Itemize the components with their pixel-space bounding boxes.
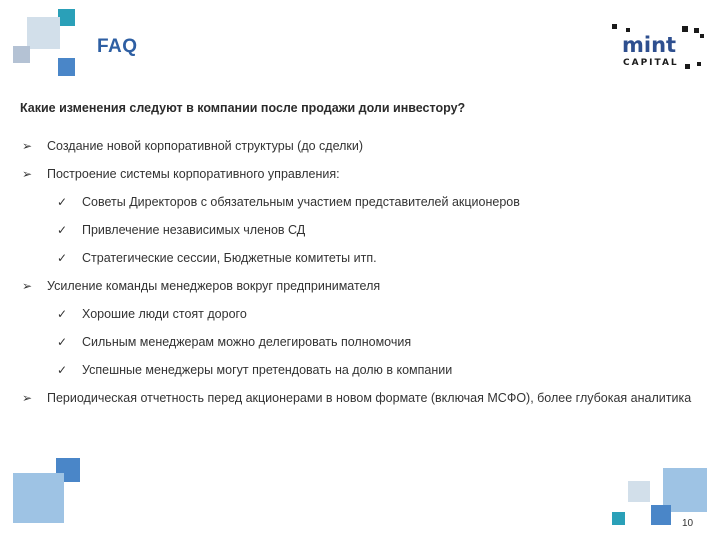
page-title: FAQ [97,36,138,57]
sub-list-item: Советы Директоров с обязательным участием представителей акционеров [82,195,520,209]
check-bullet-icon: ✓ [57,363,68,377]
check-bullet-icon: ✓ [57,307,68,321]
sub-list-item: Привлечение независимых членов СД [82,223,306,237]
sub-list-item: Стратегические сессии, Бюджетные комитеты итп. [82,251,377,265]
list-item: Создание новой корпоративной структуры (до сделки) [47,139,364,153]
svg-text:CAPITAL: CAPITAL [623,58,679,68]
mint-capital-logo [612,24,706,70]
arrow-bullet-icon: ➢ [22,167,33,181]
decor-square [651,505,671,525]
svg-text:mint: mint [622,33,677,57]
list-item: Построение системы корпоративного управления: [47,167,340,181]
decor-square [58,58,75,76]
list-item: Периодическая отчетность перед акционерами в новом формате (включая МСФО), более глубокая аналитика [47,391,692,405]
decor-square [628,481,650,502]
sub-list-item: Успешные менеджеры могут претендовать на долю в компании [82,363,453,377]
arrow-bullet-icon: ➢ [22,391,33,405]
list-item: Усиление команды менеджеров вокруг предпринимателя [47,279,381,293]
arrow-bullet-icon: ➢ [22,279,33,293]
decor-square [13,473,64,523]
sub-list-item: Сильным менеджерам можно делегировать полномочия [82,335,412,349]
check-bullet-icon: ✓ [57,335,68,349]
check-bullet-icon: ✓ [57,251,68,265]
page-number: 10 [682,518,694,529]
check-bullet-icon: ✓ [57,223,68,237]
arrow-bullet-icon: ➢ [22,139,33,153]
decor-square [612,512,625,525]
decor-square [27,17,60,49]
decor-square [58,9,75,26]
check-bullet-icon: ✓ [57,195,68,209]
sub-list-item: Хорошие люди стоят дорого [82,307,247,321]
faq-question: Какие изменения следуют в компании после продажи доли инвестору? [20,101,466,115]
decor-square [13,46,30,63]
